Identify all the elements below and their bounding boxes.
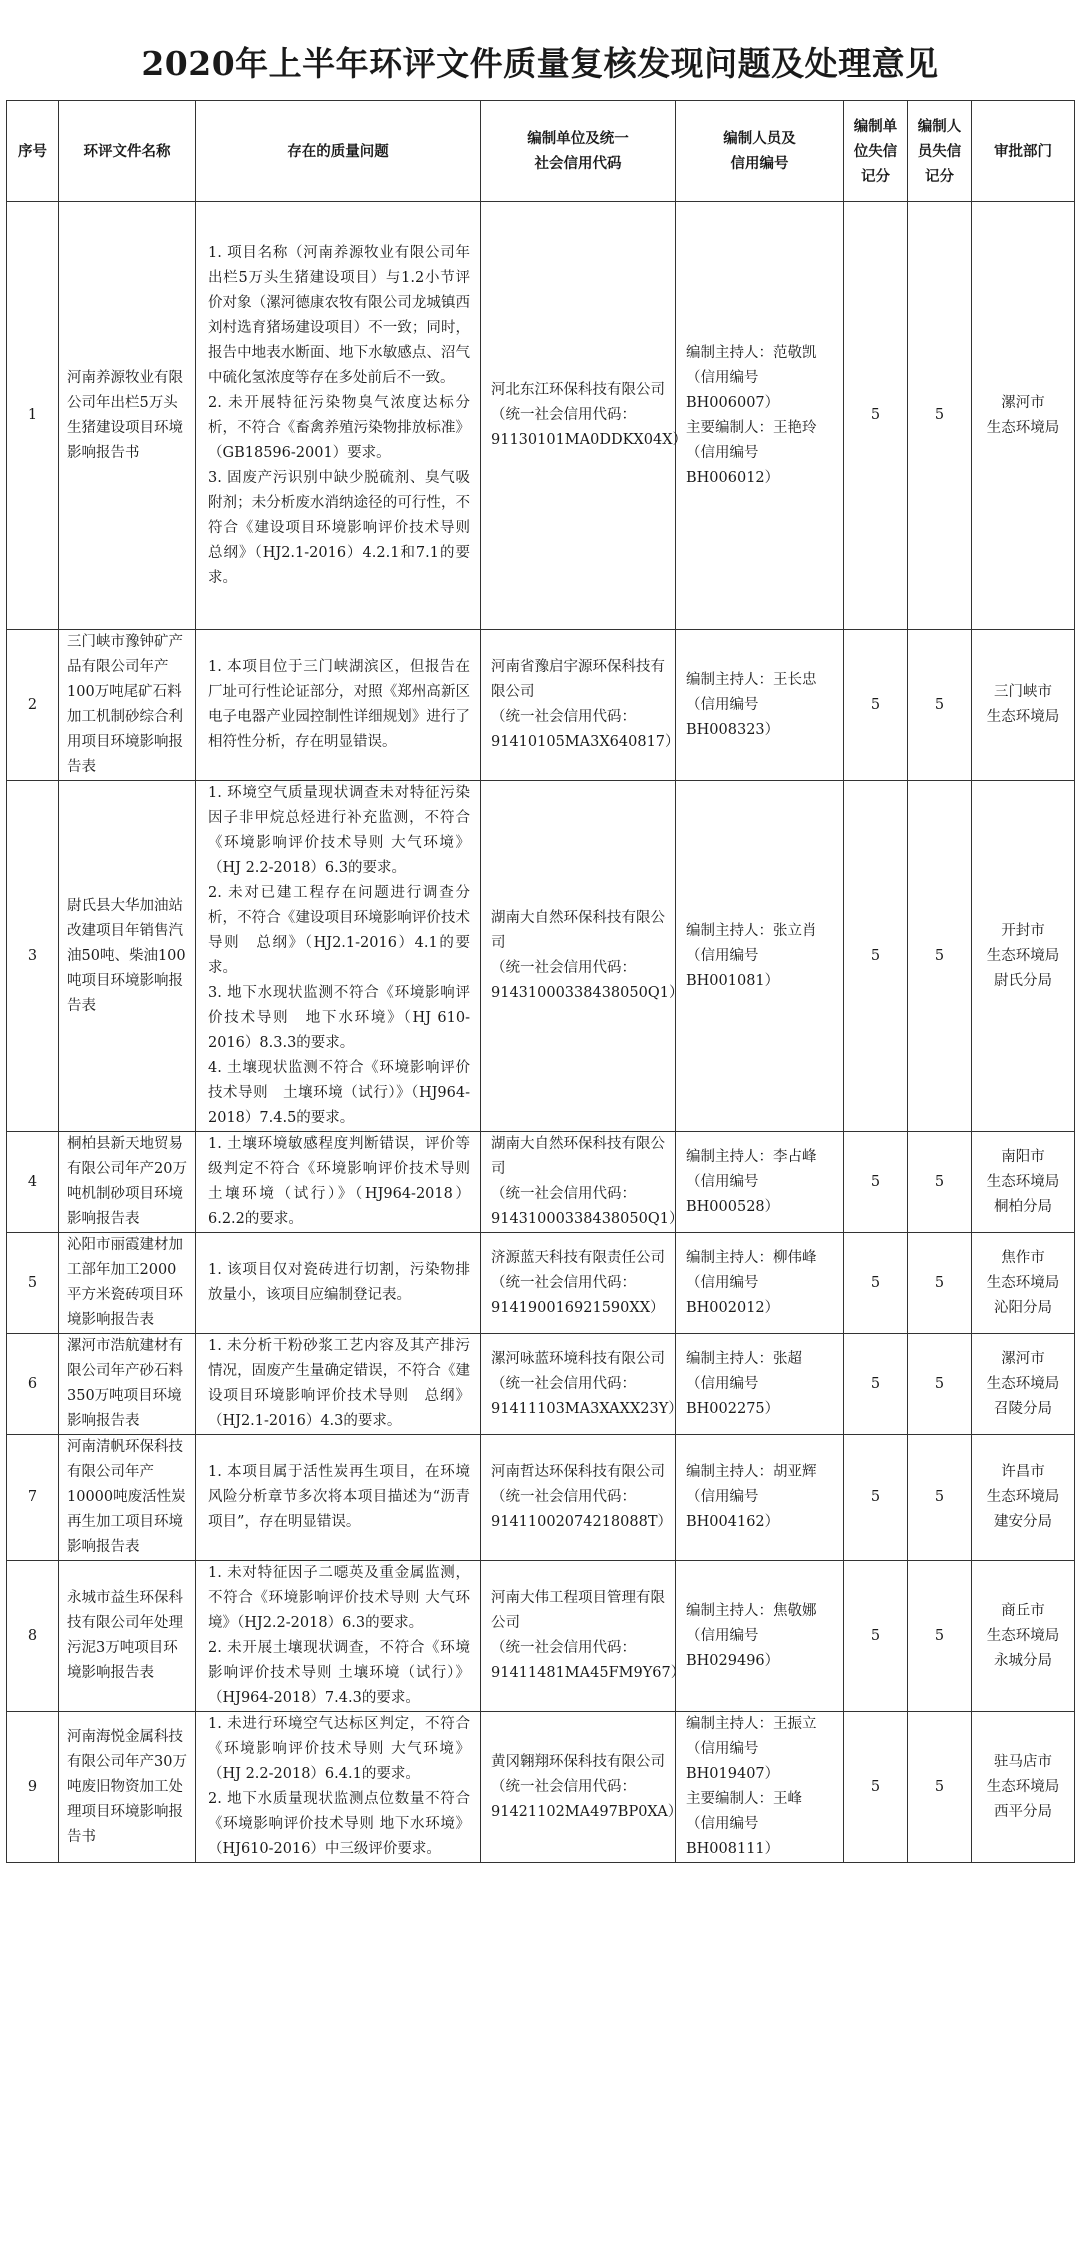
row-number: 9 <box>7 1712 59 1863</box>
unit-credit-code: （统一社会信用代码：91411481MA45FM9Y67） <box>491 1640 686 1681</box>
row-number: 2 <box>7 630 59 781</box>
staff-line: （信用编号BH019407） <box>686 1741 780 1782</box>
table-row <box>7 1132 1075 1233</box>
staff-cell <box>676 781 844 1132</box>
staff-cell <box>676 1334 844 1435</box>
staff-score-cell: 5 <box>908 202 972 630</box>
dept-cell <box>972 1233 1075 1334</box>
dept-line: 生态环境局 <box>986 947 1060 964</box>
dept-cell <box>972 781 1075 1132</box>
dept-cell <box>972 1435 1075 1561</box>
dept-line: 漯河市 <box>1001 394 1045 411</box>
staff-score-cell: 5 <box>908 1132 972 1233</box>
unit-name: 漯河咏蓝环境科技有限公司 <box>491 1350 665 1367</box>
issue-item: 3. 固废产污识别中缺少脱硫剂、臭气吸附剂；未分析废水消纳途径的可行性，不符合《建设项目环境影响评价技术导则 总纲》（HJ2.1-2016）4.2.1和7.1的要求。 <box>208 469 485 586</box>
unit-cell <box>481 202 688 630</box>
staff-line: （信用编号BH029496） <box>686 1627 780 1669</box>
staff-line: （信用编号BH008111） <box>686 1816 780 1857</box>
dept-cell <box>972 1561 1075 1712</box>
dept-line: 沁阳分局 <box>994 1299 1052 1316</box>
dept-line: 永城分局 <box>994 1652 1052 1669</box>
dept-line: 南阳市 <box>1001 1148 1045 1165</box>
issue-item: 4. 土壤现状监测不符合《环境影响评价技术导则 土壤环境（试行）》（HJ964-2018）7.4.5的要求。 <box>208 1060 470 1126</box>
header-name: 环评文件名称 <box>59 101 196 202</box>
issue-item: 1. 未进行环境空气达标区判定，不符合《环境影响评价技术导则 大气环境》（HJ 2.2-2018）6.4.1的要求。 <box>208 1716 470 1782</box>
row-number: 1 <box>7 202 59 630</box>
header-staff-line: 编制人员及 <box>723 130 796 147</box>
staff-line: （信用编号BH006007） <box>686 369 780 411</box>
file-name-cell: 永城市益生环保科技有限公司年处理污泥3万吨项目环境影响报告表 <box>59 1561 196 1712</box>
header-unit <box>481 101 676 202</box>
dept-cell <box>972 630 1075 781</box>
staff-cell <box>676 1233 844 1334</box>
table-row <box>7 1334 1075 1435</box>
row-number: 8 <box>7 1561 59 1712</box>
issue-item: 1. 未对特征因子二噁英及重金属监测，不符合《环境影响评价技术导则 大气环境》（HJ2.2-2018）6.3的要求。 <box>208 1565 470 1631</box>
dept-line: 生态环境局 <box>986 1489 1060 1505</box>
header-no: 序号 <box>7 101 59 202</box>
issue-item: 2. 地下水质量现状监测点位数量不符合《环境影响评价技术导则 地下水环境》（HJ610-2016）中三级评价要求。 <box>208 1791 470 1857</box>
unit-cell <box>481 1334 683 1435</box>
staff-line: （信用编号BH000528） <box>686 1173 780 1215</box>
dept-line: 开封市 <box>1001 922 1045 939</box>
unit-credit-code: （统一社会信用代码：91411103MA3XAXX23Y） <box>491 1375 683 1417</box>
unit-cell <box>481 781 684 1132</box>
unit-score-cell: 5 <box>844 202 908 630</box>
file-name-cell: 尉氏县大华加油站改建项目年销售汽油50吨、柴油100吨项目环境影响报告表 <box>59 781 196 1132</box>
dept-line: 桐柏分局 <box>994 1198 1052 1215</box>
header-issues: 存在的质量问题 <box>196 101 481 202</box>
document-title: 2020年上半年环评文件质量复核发现问题及处理意见 <box>141 44 939 83</box>
staff-line: （信用编号BH008323） <box>686 696 780 738</box>
row-number: 6 <box>7 1334 59 1435</box>
header-staff-score <box>908 101 972 202</box>
staff-line: 编制主持人：张超 <box>686 1350 802 1367</box>
header-staff <box>676 101 844 202</box>
header-unit-score-line: 记分 <box>861 167 890 185</box>
unit-name: 济源蓝天科技有限责任公司 <box>491 1249 665 1266</box>
unit-cell <box>481 630 680 781</box>
header-unit-line: 社会信用代码 <box>534 155 622 172</box>
table-row <box>7 781 1075 1132</box>
staff-score-cell: 5 <box>908 1435 972 1561</box>
staff-line: 编制主持人：张立肖 <box>686 922 817 939</box>
issue-item: 1. 项目名称（河南养源牧业有限公司年出栏5万头生猪建设项目）与1.2小节评价对象（漯河德康农牧有限公司龙城镇西刘村选育猪场建设项目）不一致；同时，报告中地表水断面、地下水敏感点、沼气中硫化氢浓度等存在多处前后不一致。 <box>208 244 470 386</box>
header-staff-score-line: 员失信 <box>917 142 962 160</box>
file-name-cell: 河南海悦金属科技有限公司年产30万吨废旧物资加工处理项目环境影响报告书 <box>59 1712 196 1863</box>
table-row <box>7 630 1075 781</box>
unit-name: 黄冈翱翔环保科技有限公司 <box>491 1753 665 1770</box>
row-number: 5 <box>7 1233 59 1334</box>
dept-cell <box>972 1334 1075 1435</box>
issues-cell <box>196 1561 481 1712</box>
staff-score-cell: 5 <box>908 1712 972 1863</box>
unit-score-cell: 5 <box>844 1233 908 1334</box>
staff-line: 编制主持人：李占峰 <box>686 1148 817 1165</box>
issues-cell <box>196 202 485 630</box>
staff-cell <box>676 1712 844 1863</box>
staff-cell <box>676 1435 844 1561</box>
dept-line: 漯河市 <box>1001 1350 1045 1367</box>
unit-score-cell: 5 <box>844 1132 908 1233</box>
issue-item: 1. 环境空气质量现状调查未对特征污染因子非甲烷总烃进行补充监测，不符合《环境影响评价技术导则 大气环境》（HJ 2.2-2018）6.3的要求。 <box>208 785 470 876</box>
staff-line: 编制主持人：柳伟峰 <box>686 1249 817 1266</box>
staff-line: 编制主持人：焦敬娜 <box>686 1602 817 1619</box>
header-unit-line: 编制单位及统一 <box>527 130 629 147</box>
row-number: 4 <box>7 1132 59 1233</box>
staff-line: 编制主持人：王振立 <box>686 1716 817 1732</box>
dept-line: 商丘市 <box>1001 1602 1045 1619</box>
file-name-cell: 沁阳市丽霞建材加工部年加工2000平方米瓷砖项目环境影响报告表 <box>59 1233 196 1334</box>
unit-credit-code: （统一社会信用代码：91431000338438050Q1） <box>491 960 684 1001</box>
unit-credit-code: （统一社会信用代码：914190016921590XX） <box>491 1274 665 1316</box>
issue-item: 1. 本项目位于三门峡湖滨区，但报告在厂址可行性论证部分，对照《郑州高新区电子电器产业园控制性详细规划》进行了相符性分析，存在明显错误。 <box>208 659 470 750</box>
issues-cell <box>196 1435 481 1561</box>
header-unit-score <box>844 101 908 202</box>
staff-line: 编制主持人：王长忠 <box>686 671 817 688</box>
unit-name: 河南省豫启宇源环保科技有限公司 <box>491 659 665 700</box>
issues-cell <box>196 630 481 781</box>
review-table <box>6 100 1075 1863</box>
header-dept: 审批部门 <box>972 101 1075 202</box>
table-row <box>7 1561 1075 1712</box>
staff-line: 主要编制人：王峰 <box>686 1791 802 1807</box>
issue-item: 2. 未对已建工程存在问题进行调查分析，不符合《建设项目环境影响评价技术导则 总纲》（HJ2.1-2016）4.1的要求。 <box>208 885 470 976</box>
dept-line: 焦作市 <box>1001 1249 1045 1266</box>
issue-item: 1. 本项目属于活性炭再生项目，在环境风险分析章节多次将本项目描述为“沥青项目”，存在明显错误。 <box>208 1464 470 1530</box>
staff-line: 主要编制人：王艳玲 <box>686 419 817 436</box>
dept-line: 生态环境局 <box>986 709 1060 725</box>
dept-cell <box>972 1712 1075 1863</box>
dept-line: 尉氏分局 <box>994 972 1052 989</box>
unit-name: 湖南大自然环保科技有限公司 <box>491 910 665 951</box>
unit-cell <box>481 1561 686 1712</box>
row-number: 3 <box>7 781 59 1132</box>
unit-name: 河北东江环保科技有限公司 <box>491 382 665 398</box>
issue-item: 1. 土壤环境敏感程度判断错误，评价等级判定不符合《环境影响评价技术导则 土壤环境（试行）》（HJ964-2018）6.2.2的要求。 <box>208 1136 470 1227</box>
table-row <box>7 1435 1075 1561</box>
issues-cell <box>196 1334 481 1435</box>
header-staff-score-line: 编制人 <box>917 117 962 135</box>
staff-cell <box>676 202 844 630</box>
table-row <box>7 1712 1075 1863</box>
staff-line: （信用编号BH002012） <box>686 1274 780 1316</box>
issue-item: 3. 地下水现状监测不符合《环境影响评价技术导则 地下水环境》（HJ 610-2016）8.3.3的要求。 <box>208 985 470 1051</box>
unit-score-cell: 5 <box>844 781 908 1132</box>
dept-line: 生态环境局 <box>986 1173 1060 1190</box>
staff-score-cell: 5 <box>908 1334 972 1435</box>
unit-credit-code: （统一社会信用代码：91421102MA497BP0XA） <box>491 1778 683 1820</box>
unit-cell <box>481 1435 676 1561</box>
staff-line: 编制主持人：范敬凯 <box>686 344 817 361</box>
dept-line: 三门峡市 <box>994 684 1052 700</box>
issues-cell <box>196 1233 481 1334</box>
issues-cell <box>196 1132 481 1233</box>
header-row <box>7 101 1075 202</box>
header-staff-score-line: 记分 <box>925 167 954 185</box>
staff-line: （信用编号BH004162） <box>686 1489 780 1530</box>
unit-credit-code: （统一社会信用代码：91130101MA0DDKX04X） <box>491 407 688 448</box>
dept-line: 生态环境局 <box>986 1375 1060 1392</box>
dept-line: 生态环境局 <box>986 1627 1060 1644</box>
dept-cell <box>972 202 1075 630</box>
row-number: 7 <box>7 1435 59 1561</box>
unit-name: 湖南大自然环保科技有限公司 <box>491 1136 665 1177</box>
issues-cell <box>196 781 481 1132</box>
header-unit-score-line: 编制单 <box>853 117 898 135</box>
staff-line: （信用编号BH006012） <box>686 444 780 486</box>
table-body <box>7 202 1075 1863</box>
staff-score-cell: 5 <box>908 1561 972 1712</box>
dept-line: 生态环境局 <box>986 1778 1060 1795</box>
staff-cell <box>676 1132 844 1233</box>
table-row <box>7 202 1075 630</box>
staff-cell <box>676 630 844 781</box>
unit-score-cell: 5 <box>844 1334 908 1435</box>
file-name-cell: 三门峡市豫钟矿产品有限公司年产100万吨尾矿石料加工机制砂综合利用项目环境影响报告表 <box>59 630 196 781</box>
issue-item: 2. 未开展土壤现状调查，不符合《环境影响评价技术导则 土壤环境（试行）》（HJ964-2018）7.4.3的要求。 <box>208 1640 470 1706</box>
staff-line: （信用编号BH001081） <box>686 947 780 989</box>
file-name-cell: 漯河市浩航建材有限公司年产砂石料350万吨项目环境影响报告表 <box>59 1334 196 1435</box>
dept-line: 建安分局 <box>994 1514 1052 1530</box>
staff-score-cell: 5 <box>908 630 972 781</box>
issue-item: 2. 未开展特征污染物臭气浓度达标分析，不符合《畜禽养殖污染物排放标准》（GB18596-2001）要求。 <box>208 394 470 461</box>
file-name-cell: 河南清帆环保科技有限公司年产10000吨废活性炭再生加工项目环境影响报告表 <box>59 1435 196 1561</box>
staff-score-cell: 5 <box>908 1233 972 1334</box>
unit-name: 河南哲达环保科技有限公司 <box>491 1464 665 1480</box>
unit-score-cell: 5 <box>844 630 908 781</box>
dept-line: 生态环境局 <box>986 1274 1060 1291</box>
header-staff-line: 信用编号 <box>730 155 789 172</box>
staff-line: （信用编号BH002275） <box>686 1375 780 1417</box>
dept-cell <box>972 1132 1075 1233</box>
unit-credit-code: （统一社会信用代码：91411002074218088T） <box>491 1489 673 1530</box>
unit-cell <box>481 1233 676 1334</box>
unit-credit-code: （统一社会信用代码：91410105MA3X640817） <box>491 709 680 750</box>
unit-score-cell: 5 <box>844 1435 908 1561</box>
unit-credit-code: （统一社会信用代码：91431000338438050Q1） <box>491 1186 684 1227</box>
table-row <box>7 1233 1075 1334</box>
unit-score-cell: 5 <box>844 1561 908 1712</box>
dept-line: 生态环境局 <box>986 419 1060 436</box>
unit-score-cell: 5 <box>844 1712 908 1863</box>
dept-line: 西平分局 <box>994 1803 1052 1820</box>
unit-cell <box>481 1712 683 1863</box>
dept-line: 召陵分局 <box>994 1400 1052 1417</box>
unit-name: 河南大伟工程项目管理有限公司 <box>491 1590 665 1631</box>
dept-line: 驻马店市 <box>994 1753 1052 1770</box>
dept-line: 许昌市 <box>1001 1464 1045 1480</box>
issue-item: 1. 该项目仅对瓷砖进行切割，污染物排放量小，该项目应编制登记表。 <box>208 1262 470 1303</box>
file-name-cell: 桐柏县新天地贸易有限公司年产20万吨机制砂项目环境影响报告表 <box>59 1132 196 1233</box>
unit-cell <box>481 1132 684 1233</box>
staff-score-cell: 5 <box>908 781 972 1132</box>
issues-cell <box>196 1712 481 1863</box>
header-unit-score-line: 位失信 <box>853 142 898 160</box>
issue-item: 1. 未分析干粉砂浆工艺内容及其产排污情况，固废产生量确定错误，不符合《建设项目环境影响评价技术导则 总纲》（HJ2.1-2016）4.3的要求。 <box>208 1338 470 1429</box>
staff-cell <box>676 1561 844 1712</box>
staff-line: 编制主持人：胡亚辉 <box>686 1464 817 1480</box>
file-name-cell: 河南养源牧业有限公司年出栏5万头生猪建设项目环境影响报告书 <box>59 202 196 630</box>
